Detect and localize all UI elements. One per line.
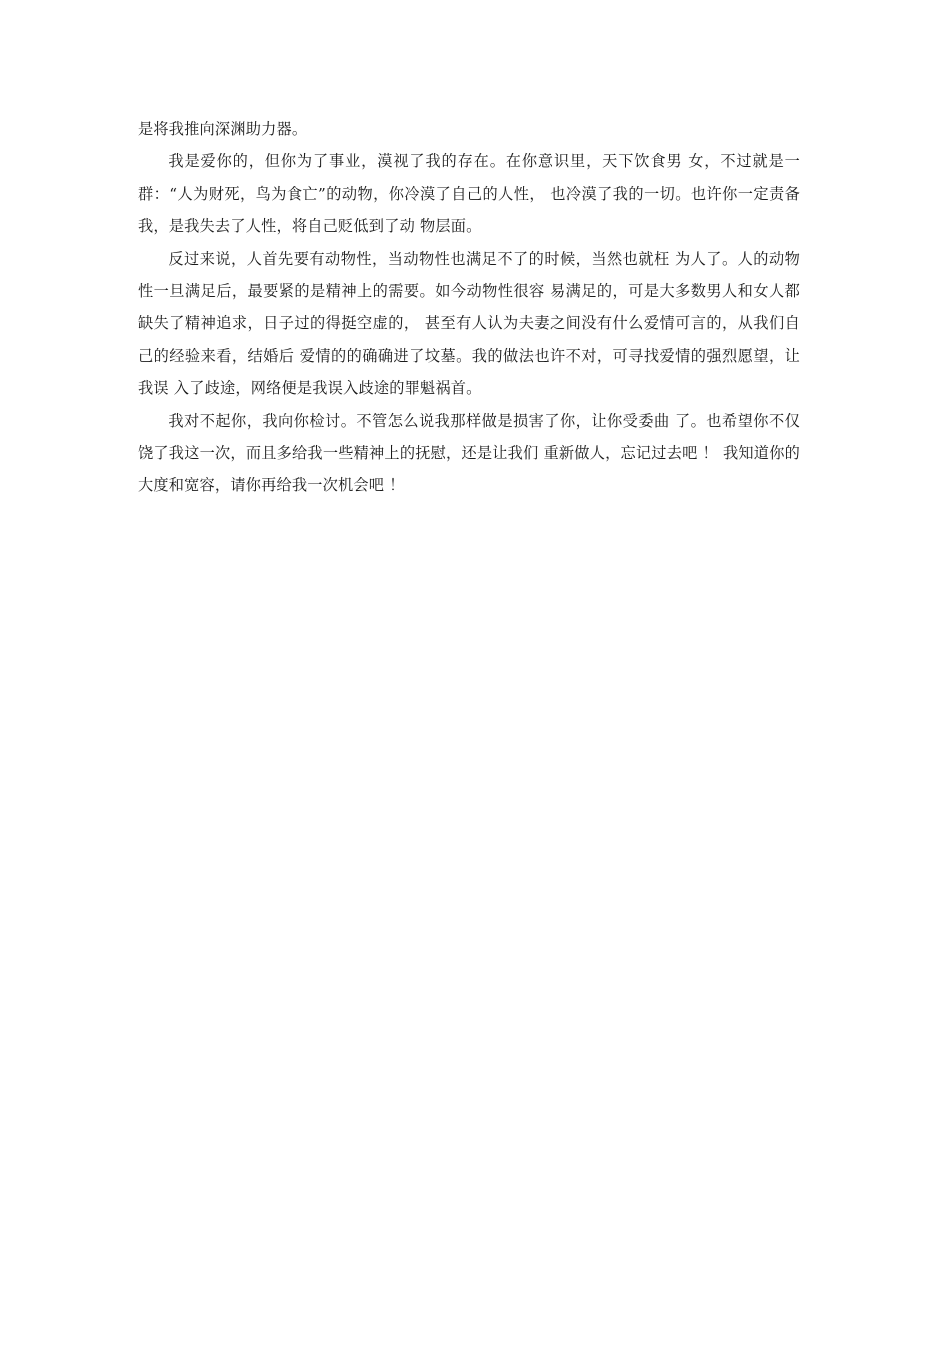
paragraph-4: 我对不起你，我向你检讨。不管怎么说我那样做是损害了你，让你受委曲 了。也希望你不仅饶了我这一次，而且多给我一些精神上的抚慰，还是让我们 重新做人，忘记过去吧 ！ 我知道你的大度和宽容，请你再给我一次机会吧 ！ [138, 411, 800, 495]
paragraph-3: 反过来说，人首先要有动物性，当动物性也满足不了的时候，当然也就枉 为人了。人的动物性一旦满足后，最要紧的是精神上的需要。如今动物性很容 易满足的，可是大多数男人和女人都缺失了精神追求，日子过的得挺空虚的， 甚至有人认为夫妻之间没有什么爱情可言的，从我们自己的经验来看，结婚后 爱情的的确确进了坟墓。我的做法也许不对，可寻找爱情的强烈愿望，让我误 入了歧途，网络便是我误入歧途的罪魁祸首。 [138, 249, 800, 398]
paragraph-2: 我是爱你的，但你为了事业，漠视了我的存在。在你意识里，天下饮食男 女，不过就是一群：“人为财死，鸟为食亡”的动物，你冷漠了自己的人性， 也冷漠了我的一切。也许你一定责备我，是我失去了人性，将自己贬低到了动 物层面。 [138, 152, 800, 236]
paragraph-1: 是将我推向深渊助力器。 [138, 120, 308, 138]
document-body [138, 113, 800, 502]
